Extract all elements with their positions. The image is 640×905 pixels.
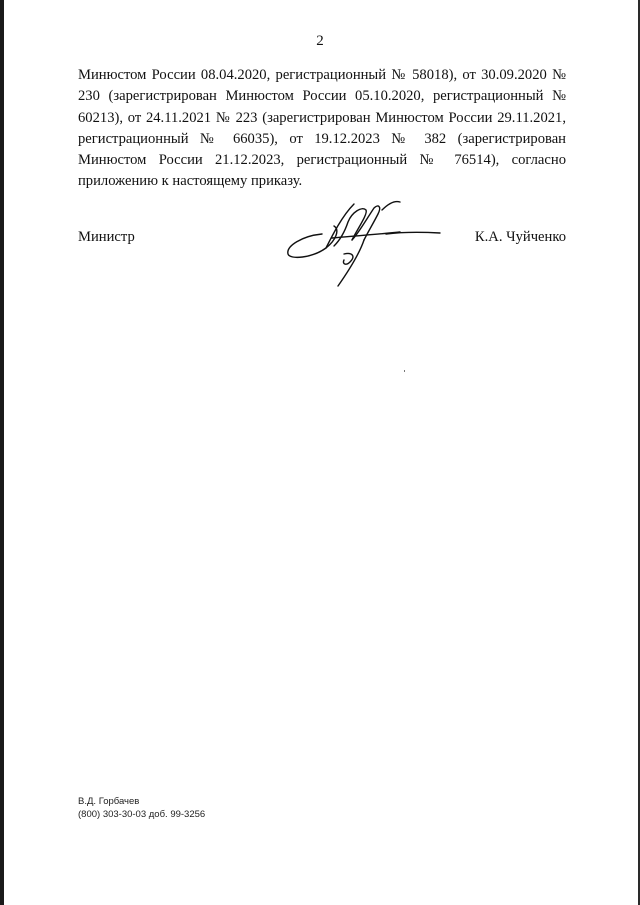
executor-phone: (800) 303-30-03 доб. 99-3256: [78, 809, 206, 820]
page-number: 2: [316, 33, 324, 49]
signer-title: Министр: [78, 229, 135, 245]
body-paragraph: Минюстом России 08.04.2020, регистрационный № 58018), от 30.09.2020 № 230 (зарегистрирован Минюстом России 05.10.2020, регистрационный № 60213), от 24.11.2021 № 223 (зарегистрирован Минюстом России 29.11.2021, регистрационный № 66035), от 19.12.2023 № 382 (зарегистрирован Минюстом России 21.12.2023, регистрационный № 76514), согласно приложению к настоящему приказу.: [78, 67, 566, 190]
handwritten-signature-icon: [282, 196, 442, 288]
scan-speck: [404, 370, 405, 372]
scan-edge-left: [0, 0, 4, 905]
signer-name: К.А. Чуйченко: [474, 229, 566, 245]
executor-name: В.Д. Горбачев: [78, 796, 140, 807]
executor-block: [78, 795, 205, 821]
